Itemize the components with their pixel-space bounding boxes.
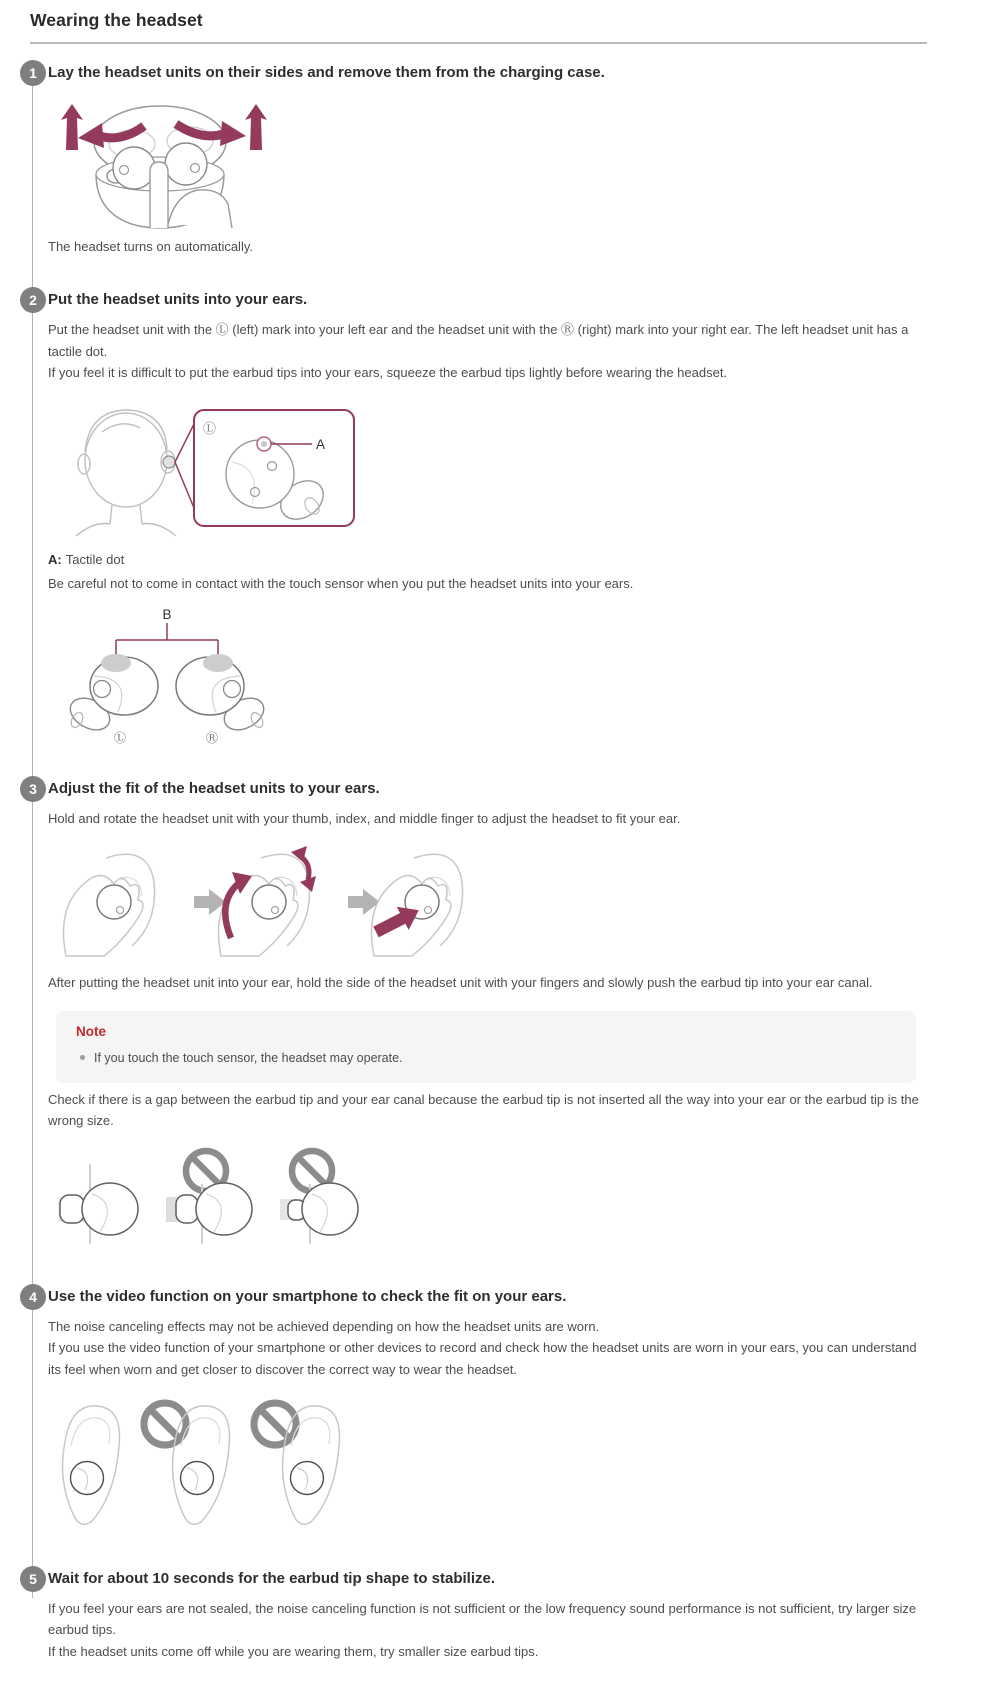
step-2-body bbox=[48, 319, 930, 746]
step-4 bbox=[20, 1284, 1003, 1536]
step-1-heading: Lay the headset units on their sides and remove them from the charging case. bbox=[48, 64, 605, 81]
caption-tactile-dot bbox=[48, 552, 930, 567]
earbud-left bbox=[65, 654, 158, 736]
step-4-number-badge: 4 bbox=[20, 1284, 46, 1310]
adjust-fit-illustration bbox=[48, 844, 478, 962]
step-5-number-badge: 5 bbox=[20, 1566, 46, 1592]
step-1-result-text: The headset turns on automatically. bbox=[48, 239, 253, 254]
wearing-check-illustration bbox=[50, 1394, 385, 1536]
hand-panel-3 bbox=[370, 854, 462, 956]
label-b: B bbox=[162, 607, 172, 623]
ear-wrong-1 bbox=[144, 1403, 230, 1524]
fit-wrong-gap bbox=[166, 1151, 252, 1244]
step-3-check-text: Check if there is a gap between the earbud tip and your ear canal because the earbud tip is not inserted all the way into your ear or the earbud tip is the wrong size. bbox=[48, 1091, 919, 1129]
step-2 bbox=[20, 287, 1003, 746]
hand-panel-1 bbox=[64, 854, 155, 956]
step-4-paragraph-2: If you use the video function of your smartphone or other devices to record and check how the headset units are worn in your ears, you can understand its feel when worn and get closer to discover the correct way to wear the headset. bbox=[48, 1340, 917, 1377]
up-arrow-icon bbox=[61, 104, 83, 150]
step-1 bbox=[20, 60, 1003, 257]
step-5-body bbox=[48, 1598, 930, 1662]
left-mark-label: Ⓛ bbox=[113, 731, 127, 746]
hand-panel-2 bbox=[219, 846, 317, 956]
step-3-number-badge: 3 bbox=[20, 776, 46, 802]
page-title: Wearing the headset bbox=[30, 10, 203, 30]
up-arrow-icon bbox=[245, 104, 267, 150]
step-2-heading: Put the headset units into your ears. bbox=[48, 291, 308, 309]
step-5 bbox=[20, 1566, 1003, 1662]
step-5-paragraph-2: If the headset units come off while you are wearing them, try smaller size earbud tips. bbox=[48, 1643, 539, 1659]
fit-wrong-size bbox=[280, 1151, 358, 1244]
touch-sensor-right bbox=[203, 654, 233, 672]
step-5-paragraph-1: If you feel your ears are not sealed, the noise canceling function is not sufficient or the low frequency sound performance is not sufficient, try larger size earbud tips. bbox=[48, 1601, 917, 1638]
step-1-body bbox=[48, 98, 930, 257]
steps-list bbox=[20, 60, 1003, 1662]
fit-correct bbox=[58, 1164, 138, 1244]
note-box bbox=[56, 1011, 916, 1083]
step-4-body bbox=[48, 1316, 930, 1536]
earbud-right bbox=[165, 143, 207, 185]
step-3-body bbox=[48, 808, 930, 1254]
earbud-right bbox=[176, 654, 269, 736]
title-divider bbox=[30, 42, 927, 44]
step-3-paragraph: Hold and rotate the headset unit with your thumb, index, and middle finger to adjust the headset to fit your ear. bbox=[48, 811, 681, 827]
earbud-fit-check-illustration bbox=[50, 1146, 385, 1254]
step-3-heading: Adjust the fit of the headset units to your ears. bbox=[48, 780, 380, 798]
ear-wrong-2 bbox=[254, 1403, 340, 1524]
touch-sensor-left bbox=[101, 654, 131, 672]
step-1-number-badge: 1 bbox=[20, 60, 46, 86]
step-3 bbox=[20, 776, 1003, 1254]
charging-case-illustration bbox=[48, 98, 428, 230]
step-2-careful-text: Be careful not to come in contact with the touch sensor when you put the headset units into your ears. bbox=[48, 575, 634, 591]
ear-correct bbox=[63, 1406, 120, 1524]
caption-a-label: A: bbox=[48, 551, 62, 567]
callout-wedge bbox=[175, 424, 194, 508]
step-3-after-text: After putting the headset unit into your ear, hold the side of the headset unit with your fingers and slowly push the earbud tip into your ear canal. bbox=[48, 974, 873, 990]
head-outline bbox=[76, 410, 176, 536]
step-2-number-badge: 2 bbox=[20, 287, 46, 313]
head-with-earbud-illustration bbox=[50, 402, 362, 538]
right-mark-label: Ⓡ bbox=[205, 731, 219, 746]
step-4-heading: Use the video function on your smartphone to check the fit on your ears. bbox=[48, 1287, 567, 1305]
step-2-paragraph-2: If you feel it is difficult to put the earbud tips into your ears, squeeze the earbud tips lightly before wearing the headset. bbox=[48, 365, 728, 381]
note-item: If you touch the touch sensor, the headset may operate. bbox=[76, 1049, 896, 1068]
touch-sensor-illustration bbox=[50, 606, 285, 746]
step-4-paragraph-1: The noise canceling effects may not be achieved depending on how the headset units are worn. bbox=[48, 1318, 600, 1334]
step-5-heading: Wait for about 10 seconds for the earbud tip shape to stabilize. bbox=[48, 1570, 496, 1587]
step-2-paragraph-1: Put the headset unit with the Ⓛ (left) mark into your left ear and the headset unit with the Ⓡ (right) mark into your right ear. The left headset unit has a tactile dot. bbox=[48, 322, 909, 359]
label-b-bracket bbox=[116, 623, 218, 662]
earbud-in-ear bbox=[163, 456, 175, 468]
note-title: Note bbox=[76, 1024, 106, 1040]
left-mark-label: Ⓛ bbox=[203, 420, 217, 436]
label-a: A bbox=[316, 436, 326, 452]
caption-a-text: Tactile dot bbox=[65, 551, 125, 567]
